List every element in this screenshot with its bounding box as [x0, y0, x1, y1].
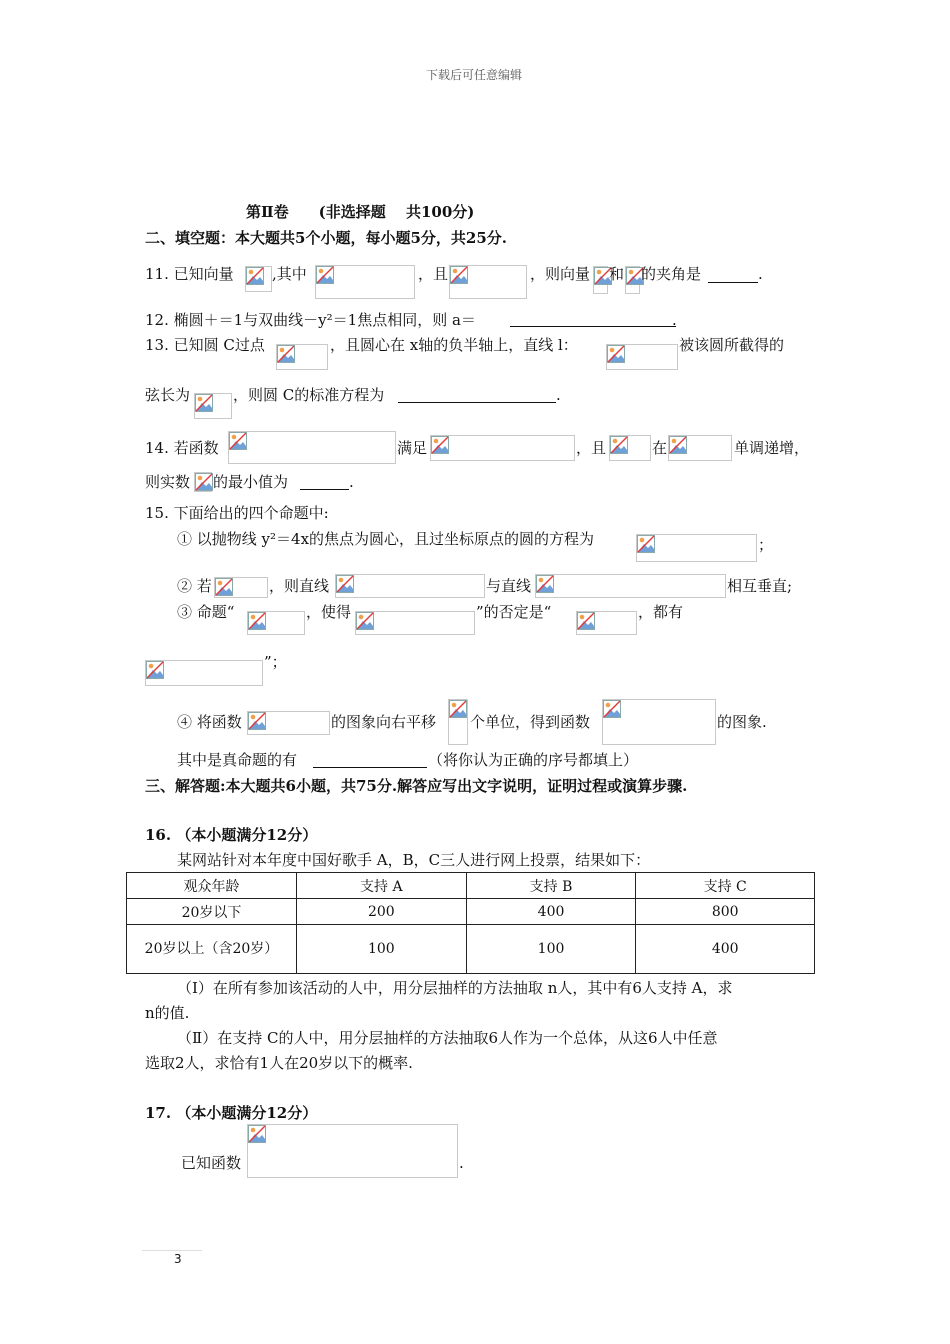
broken-image-icon: [356, 612, 374, 630]
page-number: 3: [174, 1252, 182, 1266]
q12-text-2: .: [672, 311, 677, 329]
q15-item2-a: ② 若: [177, 577, 212, 595]
formula-image: [194, 472, 212, 492]
formula-image: [355, 611, 475, 635]
q13-text-5: ，则圆 C的标准方程为: [233, 386, 385, 404]
q14-text-7: 的最小值为: [213, 473, 289, 491]
page-header: 下载后可任意编辑: [426, 68, 523, 82]
q15-item1-b: ；: [758, 536, 774, 554]
q13-text-2: ，且圆心在 x轴的负半轴上，直线 l：: [330, 336, 578, 354]
q15-item3-c: ”的否定是“: [476, 603, 552, 621]
formula-image: [430, 435, 575, 461]
q16-part1-a: （Ⅰ）在所有参加该活动的人中，用分层抽样的方法抽取 n人，其中有6人支持 A，求: [177, 979, 733, 997]
q15-item4-b: 的图象向右平移: [331, 713, 437, 731]
q14-text-3: ，且: [576, 439, 607, 457]
q15-item3-d: ，都有: [638, 603, 684, 621]
formula-image: [214, 577, 268, 598]
q15-item2-c: 与直线: [486, 577, 532, 595]
formula-image: [228, 431, 396, 464]
q17-text-1: 已知函数: [181, 1154, 242, 1172]
table-header: 支持 B: [466, 873, 636, 899]
formula-image: [602, 699, 716, 745]
q15-item3-a: ③ 命题“: [177, 603, 235, 621]
broken-image-icon: [248, 1125, 266, 1143]
broken-image-icon: [637, 535, 655, 553]
broken-image-icon: [229, 432, 247, 450]
footer-rule: [142, 1250, 202, 1251]
q13-text-6: .: [556, 386, 561, 404]
formula-image: [448, 699, 468, 745]
q14-text-4: 在: [652, 439, 668, 457]
broken-image-icon: [536, 575, 554, 593]
answer-blank[interactable]: [398, 402, 556, 403]
q11-text-3: ，且: [418, 265, 449, 283]
formula-image: [609, 435, 651, 461]
q15-conclusion-a: 其中是真命题的有: [177, 751, 298, 769]
q11-text-5: 和: [609, 265, 625, 283]
broken-image-icon: [248, 612, 266, 630]
section-title: 第Ⅱ卷 (非选择题 共100分): [246, 203, 475, 221]
table-cell: 100: [466, 925, 636, 974]
q13-text-1: 13. 已知圆 C过点: [145, 336, 265, 354]
q15-item2-d: 相互垂直;: [727, 577, 793, 595]
broken-image-icon: [146, 661, 164, 679]
q15-item1-a: ① 以抛物线 y²＝4x的焦点为圆心，且过坐标原点的圆的方程为: [177, 530, 595, 548]
table-cell: 400: [636, 925, 815, 974]
table-cell: 800: [636, 899, 815, 925]
q11-text-2: ,其中: [272, 265, 307, 283]
section3-heading: 三、解答题:本大题共6小题，共75分.解答应写出文字说明，证明过程或演算步骤.: [145, 777, 688, 795]
formula-image: [194, 393, 232, 419]
table-cell: 20岁以下: [127, 899, 297, 925]
q15-conclusion-b: （将你认为正确的序号都填上）: [428, 751, 639, 769]
q15-item4-a: ④ 将函数: [177, 713, 242, 731]
q16-intro: 某网站针对本年度中国好歌手 A，B，C三人进行网上投票，结果如下：: [177, 851, 651, 869]
formula-image: [606, 344, 678, 370]
broken-image-icon: [248, 712, 266, 730]
formula-image: [593, 266, 608, 294]
answer-blank[interactable]: [708, 282, 758, 283]
broken-image-icon: [603, 700, 621, 718]
q11-text-1: 11. 已知向量: [145, 265, 234, 283]
answer-blank[interactable]: [510, 326, 676, 327]
table-header: 支持 C: [636, 873, 815, 899]
broken-image-icon: [277, 345, 295, 363]
formula-image: [247, 611, 305, 635]
q16-part1-b: n的值.: [145, 1004, 190, 1022]
broken-image-icon: [246, 267, 264, 285]
q15-item3-b: ，使得: [306, 603, 352, 621]
q15-item2-b: ，则直线: [269, 577, 330, 595]
broken-image-icon: [336, 575, 354, 593]
q14-text-8: .: [349, 473, 354, 491]
formula-image: [145, 660, 263, 686]
broken-image-icon: [450, 266, 468, 284]
formula-image: [247, 1124, 458, 1178]
q13-text-4: 弦长为: [145, 386, 191, 404]
q14-text-6: 则实数: [145, 473, 191, 491]
formula-image: [276, 344, 328, 370]
table-cell: 100: [296, 925, 466, 974]
q16-part2-a: （Ⅱ）在支持 C的人中，用分层抽样的方法抽取6人作为一个总体，从这6人中任意: [177, 1029, 718, 1047]
table-header: 观众年龄: [127, 873, 297, 899]
section-heading: 二、填空题：本大题共5个小题，每小题5分，共25分.: [145, 229, 507, 247]
q11-text-4: ，则向量: [530, 265, 591, 283]
table-header: 支持 A: [296, 873, 466, 899]
q14-text-2: 满足: [397, 439, 428, 457]
q15-text: 15. 下面给出的四个命题中:: [145, 504, 329, 522]
formula-image: [315, 265, 415, 299]
formula-image: [449, 265, 527, 299]
formula-image: [636, 534, 757, 562]
broken-image-icon: [669, 436, 687, 454]
formula-image: [245, 266, 272, 292]
broken-image-icon: [607, 345, 625, 363]
broken-image-icon: [195, 473, 213, 491]
q17-text-2: .: [459, 1154, 464, 1172]
formula-image: [668, 435, 732, 461]
broken-image-icon: [215, 578, 233, 596]
q16-part2-b: 选取2人，求恰有1人在20岁以下的概率.: [145, 1054, 413, 1072]
broken-image-icon: [431, 436, 449, 454]
broken-image-icon: [195, 394, 213, 412]
q17-title: 17. （本小题满分12分）: [145, 1104, 318, 1122]
broken-image-icon: [449, 700, 467, 718]
formula-image: [247, 711, 330, 735]
q11-text-7: .: [758, 265, 763, 283]
answer-blank[interactable]: [313, 767, 427, 768]
q15-item3-e: ”；: [264, 653, 287, 671]
q15-item4-d: 的图象.: [717, 713, 767, 731]
table-cell: 20岁以上（含20岁）: [127, 925, 297, 974]
q12-text-1: 12. 椭圆＋＝1与双曲线－y²＝1焦点相同，则 a＝: [145, 311, 476, 329]
formula-image: [535, 574, 726, 598]
broken-image-icon: [610, 436, 628, 454]
vote-table: [126, 872, 815, 974]
q16-title: 16. （本小题满分12分）: [145, 826, 318, 844]
table-cell: 200: [296, 899, 466, 925]
q14-text-5: 单调递增，: [734, 439, 810, 457]
table-cell: 400: [466, 899, 636, 925]
q15-item4-c: 个单位，得到函数: [470, 713, 591, 731]
q11-text-6: 的夹角是: [641, 265, 702, 283]
broken-image-icon: [316, 266, 334, 284]
answer-blank[interactable]: [300, 489, 349, 490]
formula-image: [625, 266, 640, 294]
q13-text-3: 被该圆所截得的: [679, 336, 785, 354]
broken-image-icon: [577, 612, 595, 630]
q14-text-1: 14. 若函数: [145, 439, 219, 457]
formula-image: [335, 574, 485, 598]
formula-image: [576, 611, 637, 635]
